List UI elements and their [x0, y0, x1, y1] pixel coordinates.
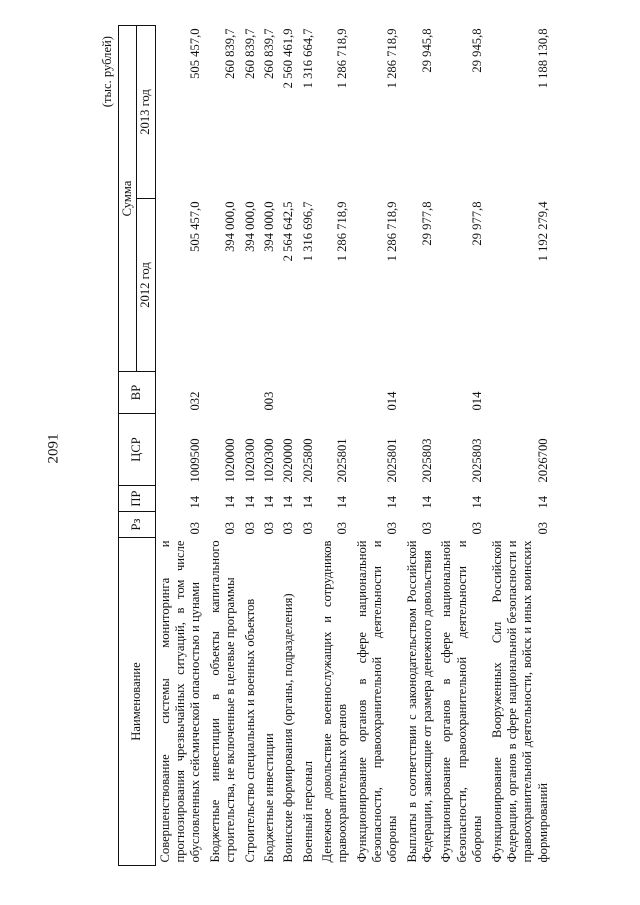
- table-body: [155, 25, 553, 865]
- header-rz: Рз: [119, 512, 156, 538]
- table-row: [279, 25, 298, 865]
- row-sum-2012: 1 286 718,9: [385, 201, 400, 262]
- row-sum-2012: 29 977,8: [470, 201, 485, 246]
- row-sum-2013: 1 286 718,9: [335, 28, 350, 89]
- table-row: [206, 25, 241, 865]
- row-pr: 14: [385, 495, 400, 509]
- row-sum-2012: 394 000,0: [242, 201, 257, 252]
- row-name: Бюджетные инвестиции: [261, 733, 276, 863]
- row-csr: 2025803: [470, 438, 485, 483]
- row-sum-2013: 29 945,8: [470, 28, 485, 73]
- row-vr: 003: [261, 391, 276, 411]
- row-sum-2013: 1 316 664,7: [300, 28, 315, 89]
- row-pr: 14: [535, 495, 550, 509]
- row-name: Бюджетные инвестиции в объекты капитального строительства, не включенные в целевые программы: [207, 540, 238, 863]
- row-sum-2012: 2 564 642,5: [281, 201, 296, 262]
- row-rz: 03: [281, 521, 296, 535]
- row-name: Строительство специальных и военных объектов: [242, 598, 257, 863]
- row-name: Выплаты в соответствии с законодательством Российской Федерации, зависящие от размера денежного довольствия: [404, 540, 435, 863]
- row-sum-2012: 394 000,0: [223, 201, 238, 252]
- row-sum-2012: 505 457,0: [188, 201, 203, 252]
- table-row: [155, 25, 206, 865]
- row-pr: 14: [261, 495, 276, 509]
- row-name: Военный персонал: [300, 760, 315, 863]
- row-rz: 03: [385, 521, 400, 535]
- row-vr: [241, 372, 260, 414]
- table-row: [260, 25, 279, 865]
- row-name: Функционирование органов в сфере национальной безопасности, правоохранительной деятельности и обороны: [354, 540, 400, 863]
- row-vr: 014: [470, 391, 485, 411]
- row-pr: 14: [335, 495, 350, 509]
- row-pr: 14: [470, 495, 485, 509]
- header-name: Наименование: [119, 538, 156, 866]
- row-rz: 03: [300, 521, 315, 535]
- row-vr: 014: [385, 391, 400, 411]
- row-csr: 2020000: [281, 438, 296, 483]
- budget-document-page: [100, 26, 570, 866]
- row-rz: 03: [261, 521, 276, 535]
- row-csr: 2025801: [335, 438, 350, 483]
- row-vr: [403, 372, 438, 414]
- row-sum-2012: 394 000,0: [261, 201, 276, 252]
- row-csr: 2025801: [385, 438, 400, 483]
- table-row: [318, 25, 353, 865]
- row-csr: 2025803: [420, 438, 435, 483]
- row-rz: 03: [242, 521, 257, 535]
- table-row: [403, 25, 438, 865]
- row-name: Воинские формирования (органы, подразделения): [281, 593, 296, 863]
- row-vr: 032: [188, 391, 203, 411]
- row-name: Функционирование органов в сфере национальной безопасности, правоохранительной деятельности и обороны: [439, 540, 485, 863]
- row-csr: 1020000: [223, 438, 238, 483]
- row-sum-2013: 1 188 130,8: [535, 28, 550, 89]
- table-row: [299, 25, 318, 865]
- row-pr: 14: [188, 495, 203, 509]
- row-name: Функционирование Вооруженных Сил Российской Федерации, органов в сфере национальной безопасности и правоохранительной деятельности, войск и иных воинских формирований: [489, 540, 550, 863]
- row-sum-2012: 1 192 279,4: [535, 201, 550, 262]
- row-rz: 03: [335, 521, 350, 535]
- row-sum-2013: 1 286 718,9: [385, 28, 400, 89]
- row-rz: 03: [420, 521, 435, 535]
- row-csr: 1020300: [242, 438, 257, 483]
- header-year-2013: 2013 год: [137, 25, 155, 198]
- table-header: [119, 25, 156, 865]
- row-csr: 2025800: [300, 438, 315, 483]
- row-rz: 03: [470, 521, 485, 535]
- row-vr: [318, 372, 353, 414]
- row-name: Денежное довольствие военнослужащих и сотрудников правоохранительных органов: [319, 540, 350, 863]
- row-pr: 14: [242, 495, 257, 509]
- table-row: [437, 25, 487, 865]
- row-pr: 14: [281, 495, 296, 509]
- table-row: [241, 25, 260, 865]
- row-vr: [206, 372, 241, 414]
- row-vr: [488, 372, 553, 414]
- row-rz: 03: [535, 521, 550, 535]
- row-pr: 14: [300, 495, 315, 509]
- page-number: 2091: [45, 433, 62, 464]
- row-sum-2012: 29 977,8: [420, 201, 435, 246]
- row-pr: 14: [223, 495, 238, 509]
- header-csr: ЦСР: [119, 414, 156, 486]
- row-sum-2013: 29 945,8: [420, 28, 435, 73]
- row-vr: [299, 372, 318, 414]
- row-sum-2013: 2 560 461,9: [281, 28, 296, 89]
- row-vr: [279, 372, 298, 414]
- row-pr: 14: [420, 495, 435, 509]
- header-sum: Сумма: [119, 25, 137, 371]
- row-sum-2013: 260 839,7: [261, 28, 276, 79]
- row-rz: 03: [188, 521, 203, 535]
- row-rz: 03: [223, 521, 238, 535]
- row-csr: 1020300: [261, 438, 276, 483]
- header-pr: ПР: [119, 486, 156, 512]
- header-vr: ВР: [119, 372, 156, 414]
- row-csr: 1009500: [188, 438, 203, 483]
- table-row: [353, 25, 403, 865]
- table-row: [488, 25, 553, 865]
- header-year-2012: 2012 год: [137, 199, 155, 372]
- units-note: (тыс. рублей): [100, 36, 114, 108]
- row-sum-2012: 1 316 696,7: [300, 201, 315, 262]
- row-sum-2012: 1 286 718,9: [335, 201, 350, 262]
- row-sum-2013: 260 839,7: [223, 28, 238, 79]
- row-csr: 2026700: [535, 438, 550, 483]
- row-sum-2013: 505 457,0: [188, 28, 203, 79]
- row-sum-2013: 260 839,7: [242, 28, 257, 79]
- budget-table: [118, 25, 553, 866]
- row-name: Совершенствование системы мониторинга и прогнозирования чрезвычайных ситуаций, в том числе обусловленных сейсмической опасностью и цунами: [157, 540, 203, 863]
